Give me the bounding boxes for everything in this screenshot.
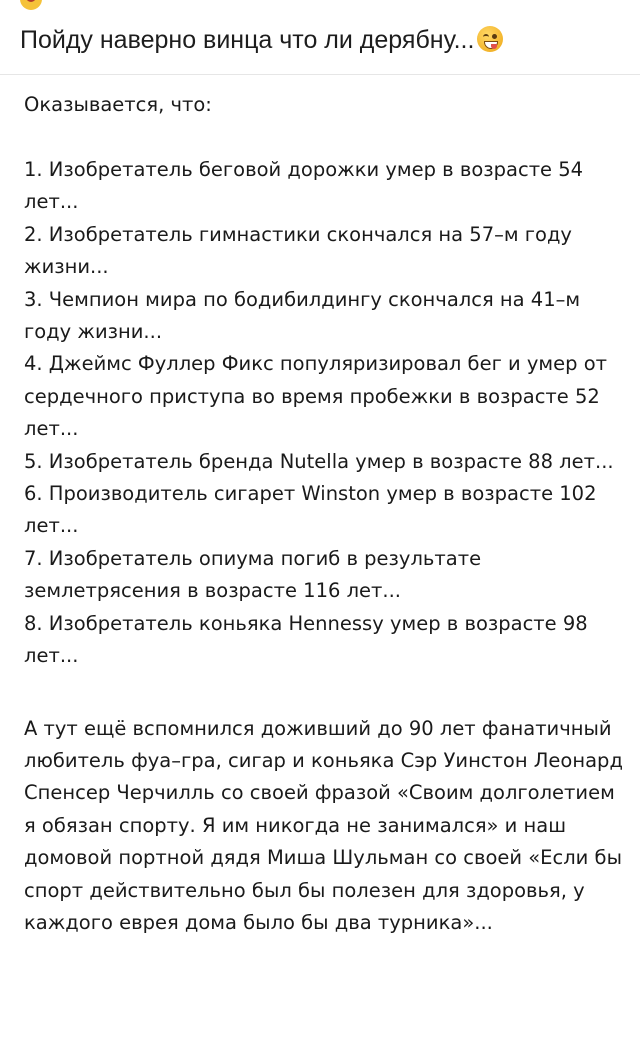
conclusion-paragraph: А тут ещё вспомнился доживший до 90 лет фанатичный любитель фуа–гра, сигар и коньяка Сэр Уинстон Леонард Спенсер Черчилль со своей фразой «Своим долголетием я обязан спорту. Я им никогда не занимался» и наш домовой портной дядя Миша Шульман со своей «Если бы спорт действительно был бы полезен для здоровья, у каждого еврея дома было бы два турника»... xyxy=(24,716,623,934)
fact-item-2: 2. Изобретатель гимнастики скончался на 57–м году жизни... xyxy=(24,222,572,279)
fact-item-8: 8. Изобретатель коньяка Hennessy умер в возрасте 98 лет... xyxy=(24,611,588,668)
fact-item-6: 6. Производитель сигарет Winston умер в возрасте 102 лет... xyxy=(24,482,597,538)
post-header xyxy=(0,0,640,75)
emoji-icon xyxy=(20,0,42,10)
fact-item-5: 5. Изобретатель бренда Nutella умер в возрасте 88 лет... xyxy=(24,449,614,473)
intro-line: Оказывается, что: xyxy=(24,93,212,116)
post-caption xyxy=(20,23,503,57)
fact-item-7: 7. Изобретатель опиума погиб в результате землетрясения в возрасте 116 лет... xyxy=(24,546,482,603)
fact-item-4: 4. Джеймс Фуллер Фикс популяризировал бег и умер от сердечного приступа во время пробежки в возрасте 52 лет... xyxy=(24,352,608,441)
fact-item-3: 3. Чемпион мира по бодибилдингу скончался на 41–м году жизни... xyxy=(24,287,581,344)
post-image-text xyxy=(24,86,624,939)
facts-list xyxy=(24,154,624,673)
fact-item-1: 1. Изобретатель беговой дорожки умер в возрасте 54 лет... xyxy=(24,158,584,214)
winking-tongue-face-icon xyxy=(477,26,503,52)
post-caption-text: Пойду наверно винца что ли дерябну... xyxy=(20,26,475,54)
